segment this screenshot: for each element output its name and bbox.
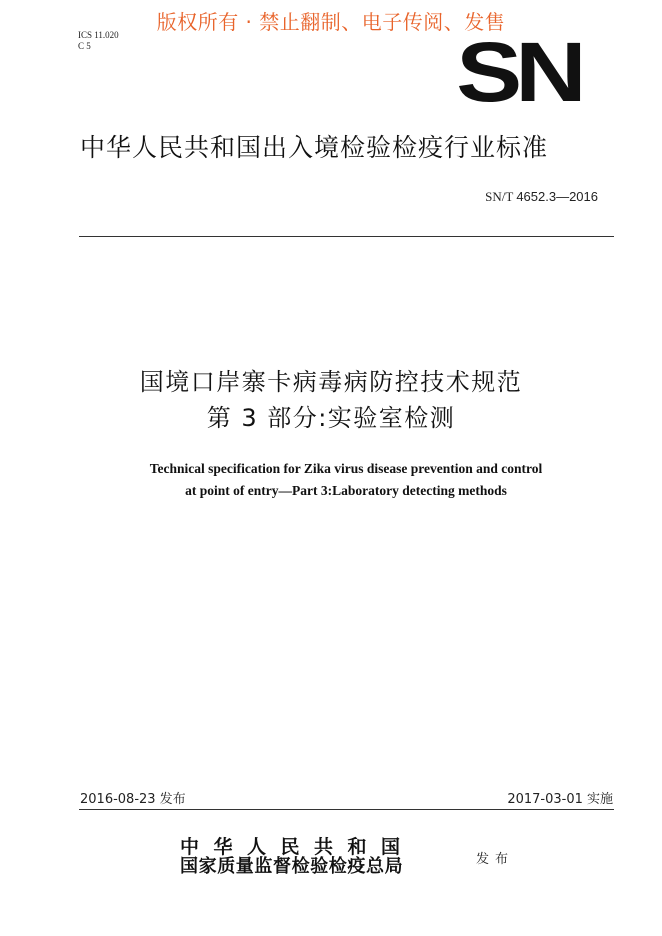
- title-en-line1: Technical specification for Zika virus disease prevention and control: [149, 461, 543, 476]
- title-en-line2: at point of entry—Part 3:Laboratory detecting methods: [185, 483, 507, 498]
- issuer-country: 中华人民共和国: [180, 836, 415, 858]
- copyright-watermark: 版权所有 · 禁止翻制、电子传阅、发售: [156, 10, 506, 34]
- ics-code: ICS 11.020: [78, 30, 119, 40]
- issuer-suffix: 发布: [476, 852, 515, 867]
- standard-code-prefix: SN/T: [485, 189, 514, 204]
- implementation-date: 2017-03-01 实施: [507, 792, 613, 807]
- industry-standard-title: 中华人民共和国出入境检验检疫行业标准: [80, 133, 549, 162]
- classification-codes: [78, 30, 119, 52]
- issuer-agency: 国家质量监督检验检疫总局: [180, 856, 404, 877]
- title-cn-line1: 国境口岸寨卡病毒病防控技术规范: [139, 368, 523, 396]
- ccs-code: C 5: [78, 41, 91, 51]
- issue-date: 2016-08-23 发布: [80, 792, 186, 807]
- sn-logo: SN: [456, 25, 580, 119]
- standard-code-number: 4652.3—2016: [516, 189, 598, 204]
- title-cn-line2: 第 3 部分:实验室检测: [206, 404, 456, 432]
- standard-code: [485, 189, 598, 205]
- bottom-divider: [79, 809, 614, 810]
- top-divider: [79, 236, 614, 237]
